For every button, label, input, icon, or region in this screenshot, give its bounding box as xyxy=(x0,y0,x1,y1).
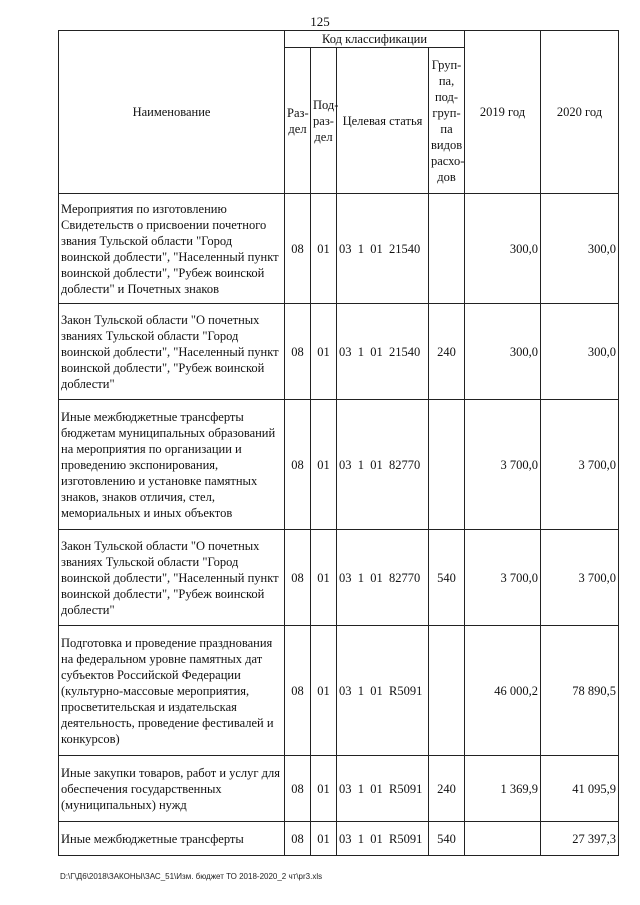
header-year-2020: 2020 год xyxy=(541,31,619,194)
header-year-2019: 2019 год xyxy=(465,31,541,194)
row-expense-type xyxy=(429,626,465,756)
row-article: 03 1 01 21540 xyxy=(337,304,429,400)
row-section: 08 xyxy=(285,822,311,856)
header-name: Наименование xyxy=(59,31,285,194)
header-subsection: Под- раз- дел xyxy=(311,48,337,194)
page-number: 125 xyxy=(310,14,330,29)
row-article: 03 1 01 21540 xyxy=(337,194,429,304)
row-subsection: 01 xyxy=(311,400,337,530)
row-article: 03 1 01 82770 xyxy=(337,530,429,626)
row-name: Иные межбюджетные трансферты xyxy=(59,822,285,856)
row-name: Закон Тульской области "О почетных званиях Тульской области "Город воинской доблести", "Населенный пункт воинской доблести", "Рубеж воинской доблести" xyxy=(59,530,285,626)
table-row xyxy=(59,304,619,400)
table-row xyxy=(59,626,619,756)
row-name: Мероприятия по изготовлению Свидетельств о присвоении почетного звания Тульской области "Город воинской доблести", "Населенный пункт воинской доблести", "Рубеж воинской доблести" и Почетных знаков xyxy=(59,194,285,304)
row-value-2020: 27 397,3 xyxy=(541,822,619,856)
row-name: Иные межбюджетные трансферты бюджетам муниципальных образований на мероприятия по организации и проведению экспонирования, изготовлению и установке памятных знаков, знаков отличия, стел, мемориальных и иных объектов xyxy=(59,400,285,530)
row-expense-type xyxy=(429,400,465,530)
row-name: Закон Тульской области "О почетных званиях Тульской области "Город воинской доблести", "Населенный пункт воинской доблести", "Рубеж воинской доблести" xyxy=(59,304,285,400)
row-value-2019: 1 369,9 xyxy=(465,756,541,822)
row-section: 08 xyxy=(285,756,311,822)
row-section: 08 xyxy=(285,400,311,530)
row-section: 08 xyxy=(285,530,311,626)
row-expense-type xyxy=(429,194,465,304)
row-article: 03 1 01 82770 xyxy=(337,400,429,530)
row-value-2019: 3 700,0 xyxy=(465,400,541,530)
row-section: 08 xyxy=(285,626,311,756)
row-section: 08 xyxy=(285,304,311,400)
row-article: 03 1 01 R5091 xyxy=(337,756,429,822)
row-value-2020: 3 700,0 xyxy=(541,400,619,530)
row-value-2019: 46 000,2 xyxy=(465,626,541,756)
row-section: 08 xyxy=(285,194,311,304)
row-value-2019: 300,0 xyxy=(465,304,541,400)
table-row xyxy=(59,756,619,822)
row-value-2020: 300,0 xyxy=(541,194,619,304)
row-expense-type: 540 xyxy=(429,530,465,626)
row-subsection: 01 xyxy=(311,194,337,304)
row-subsection: 01 xyxy=(311,530,337,626)
row-article: 03 1 01 R5091 xyxy=(337,626,429,756)
row-name: Иные закупки товаров, работ и услуг для обеспечения государственных (муниципальных) нужд xyxy=(59,756,285,822)
row-value-2019: 300,0 xyxy=(465,194,541,304)
table-row xyxy=(59,194,619,304)
row-value-2020: 41 095,9 xyxy=(541,756,619,822)
row-name: Подготовка и проведение празднования на федеральном уровне памятных дат субъектов Российской Федерации (культурно-массовые мероприятия, просветительская и издательская деятельность, проведение фестивалей и конкурсов) xyxy=(59,626,285,756)
header-classification-code: Код классификации xyxy=(285,31,465,48)
row-value-2020: 300,0 xyxy=(541,304,619,400)
budget-table xyxy=(58,30,619,856)
row-expense-type: 240 xyxy=(429,756,465,822)
table-row xyxy=(59,822,619,856)
row-value-2020: 78 890,5 xyxy=(541,626,619,756)
row-value-2019: 3 700,0 xyxy=(465,530,541,626)
row-article: 03 1 01 R5091 xyxy=(337,822,429,856)
row-subsection: 01 xyxy=(311,304,337,400)
row-expense-type: 540 xyxy=(429,822,465,856)
row-subsection: 01 xyxy=(311,822,337,856)
row-value-2019 xyxy=(465,822,541,856)
header-target-article: Целевая статья xyxy=(337,48,429,194)
table-row xyxy=(59,400,619,530)
header-expense-type: Груп- па, под- груп- па видов расхо- дов xyxy=(429,48,465,194)
file-path-footer: D:\Г\Д6\2018\ЗАКОНЫ\ЗАС_51\Изм. бюджет ТО 2018-2020_2 чт\pr3.xls xyxy=(60,872,323,881)
header-section: Раз- дел xyxy=(285,48,311,194)
row-value-2020: 3 700,0 xyxy=(541,530,619,626)
row-subsection: 01 xyxy=(311,756,337,822)
row-subsection: 01 xyxy=(311,626,337,756)
table-row xyxy=(59,530,619,626)
row-expense-type: 240 xyxy=(429,304,465,400)
